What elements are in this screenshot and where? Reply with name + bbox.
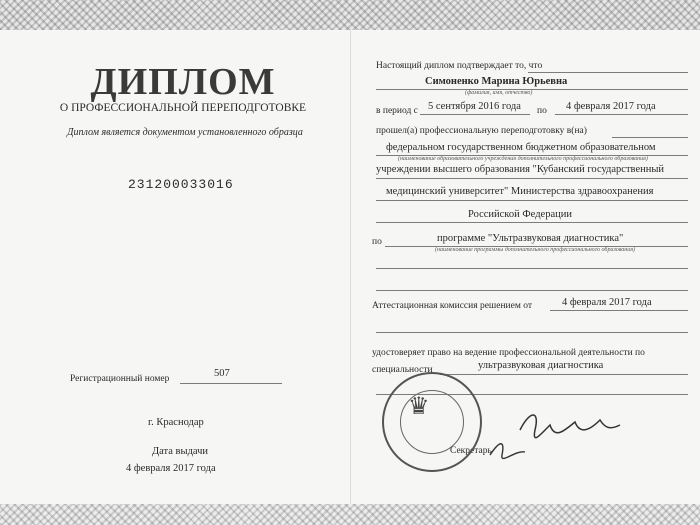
org-line3: медицинский университет" Министерства здравоохранения [386,186,654,197]
date-to: 4 февраля 2017 года [566,101,656,112]
intro-text: Настоящий диплом подтверждает то, что [376,61,543,71]
date-to-label: по [537,106,547,116]
reg-number: 507 [214,368,230,379]
org-hint: (наименование образовательного учреждения дополнительного профессионального образования) [398,156,648,162]
recipient-name: Симоненко Марина Юрьевна [425,76,568,87]
date-to-underline [555,114,688,115]
org-line4: Российской Федерации [468,209,572,220]
reg-underline [180,383,282,384]
intro-underline [528,72,688,73]
city: г. Краснодар [148,417,204,428]
ornamental-border-top [0,0,700,30]
specialty-value: ультразвуковая диагностика [478,360,604,371]
date-from: 5 сентября 2016 года [428,101,521,112]
specialty-label: специальности [372,365,433,375]
org-underline2 [376,178,688,179]
commission-text: Аттестационная комиссия решением от [372,301,532,311]
commission-date: 4 февраля 2017 года [562,297,652,308]
diploma-subtitle: О ПРОФЕССИОНАЛЬНОЙ ПЕРЕПОДГОТОВКЕ [59,102,307,114]
passed-underline [612,137,688,138]
serial-number: 231200033016 [128,177,234,192]
blank-underline3 [376,332,688,333]
name-hint: (фамилия, имя, отчество) [465,90,533,96]
page-fold [350,30,351,504]
signature-icon [480,400,630,470]
org-line1: федеральном государственном бюджетном образовательном [386,142,656,153]
date-from-underline [420,114,530,115]
specialty-underline [440,374,688,375]
program-label: по [372,237,382,247]
secretary-label: Секретарь [450,446,492,456]
org-underline4 [376,222,688,223]
commission-underline [550,310,688,311]
issue-label: Дата выдачи [152,446,209,457]
reg-label: Регистрационный номер [70,374,170,384]
program-name: программе "Ультразвуковая диагностика" [437,233,624,244]
passed-text: прошел(а) профессиональную переподготовку в(на) [376,126,587,136]
program-hint: (наименование программы дополнительного профессионального образования) [435,247,636,253]
diploma-title: ДИПЛОМ [90,61,276,103]
blank-underline2 [376,290,688,291]
issue-date: 4 февраля 2017 года [126,463,216,474]
org-underline3 [376,200,688,201]
certifies-text: удостоверяет право на ведение профессиональной деятельности по [372,348,645,358]
ornamental-border-bottom [0,504,700,525]
period-label: в период с [376,106,418,116]
blank-underline1 [376,268,688,269]
official-seal-icon: ♛ [382,372,482,472]
org-line2: учреждении высшего образования "Кубанский государственный [376,164,665,175]
diploma-note: Диплом является документом установленного образца [67,127,303,138]
